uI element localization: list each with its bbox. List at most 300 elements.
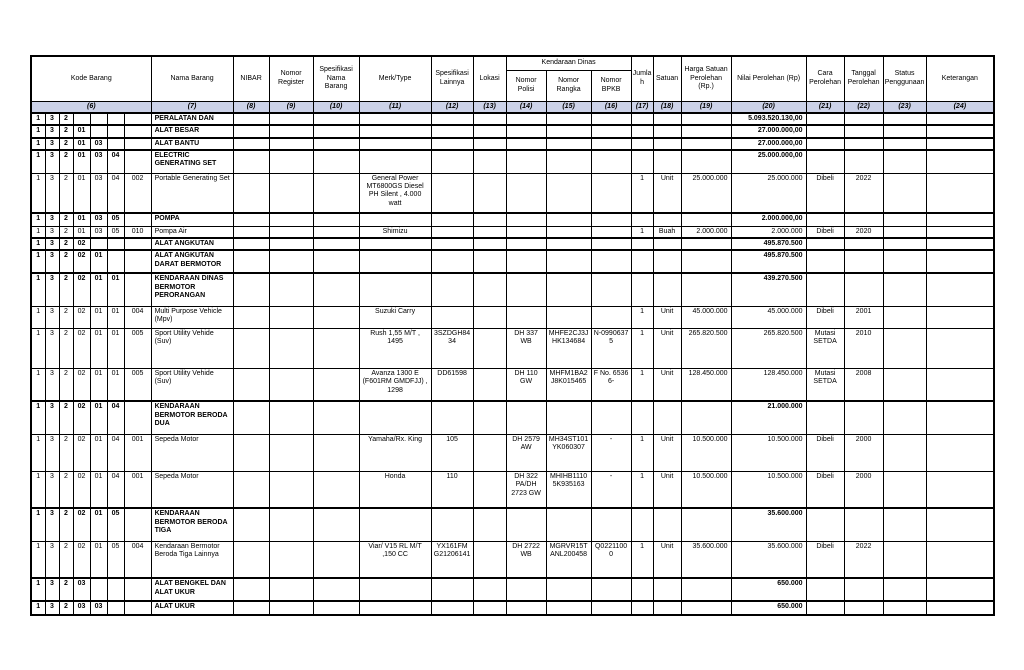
jumlah-cell: [631, 150, 653, 173]
col-header-nibar: NIBAR: [233, 56, 269, 101]
kode-barang-cell: [124, 113, 151, 125]
kode-barang-cell: 1: [31, 125, 45, 137]
satuan-cell: Unit: [653, 368, 681, 401]
status-cell: [883, 541, 926, 578]
kode-barang-cell: 3: [45, 226, 59, 238]
polisi-cell: [506, 601, 546, 615]
col-header-spesifikasi-lainnya: Spesifikasi Lainnya: [431, 56, 473, 101]
rangka-cell: MH34ST101YK060307: [546, 434, 591, 471]
table-row: [31, 401, 994, 434]
register-cell: [269, 578, 313, 601]
register-cell: [269, 541, 313, 578]
jumlah-cell: [631, 401, 653, 434]
kode-barang-cell: 02: [73, 306, 90, 328]
spes_lain-cell: [431, 306, 473, 328]
status-cell: [883, 601, 926, 615]
kode-barang-cell: 004: [124, 306, 151, 328]
nibar-cell: [233, 113, 269, 125]
lokasi-cell: [473, 401, 506, 434]
kode-barang-cell: 05: [107, 213, 124, 226]
jumlah-cell: [631, 250, 653, 273]
kode-barang-cell: [124, 601, 151, 615]
spes_lain-cell: [431, 213, 473, 226]
polisi-cell: DH 2722 WB: [506, 541, 546, 578]
kode-barang-cell: 2: [59, 401, 73, 434]
polisi-cell: [506, 508, 546, 541]
cara-cell: [806, 113, 844, 125]
col-header-cara-perolehan: Cara Perolehan: [806, 56, 844, 101]
polisi-cell: [506, 125, 546, 137]
column-number: (15): [546, 101, 591, 113]
satuan-cell: [653, 138, 681, 150]
polisi-cell: [506, 213, 546, 226]
spes_lain-cell: 3SZDGH8434: [431, 328, 473, 368]
satuan-cell: Unit: [653, 434, 681, 471]
kode-barang-cell: 1: [31, 250, 45, 273]
satuan-cell: [653, 601, 681, 615]
status-cell: [883, 173, 926, 213]
spes_nama-cell: [313, 601, 359, 615]
polisi-cell: [506, 113, 546, 125]
harga-cell: [681, 113, 731, 125]
kode-barang-cell: 3: [45, 238, 59, 250]
jumlah-cell: [631, 273, 653, 306]
status-cell: [883, 113, 926, 125]
kode-barang-cell: 02: [73, 328, 90, 368]
kode-barang-cell: 1: [31, 306, 45, 328]
kode-barang-cell: 01: [107, 273, 124, 306]
nama-cell: Sport Utility Vehide (Suv): [151, 368, 233, 401]
harga-cell: [681, 125, 731, 137]
cara-cell: [806, 250, 844, 273]
spes_nama-cell: [313, 368, 359, 401]
kode-barang-cell: 03: [90, 213, 107, 226]
cara-cell: [806, 238, 844, 250]
merk-cell: [359, 578, 431, 601]
spes_lain-cell: [431, 578, 473, 601]
column-number: (23): [883, 101, 926, 113]
kode-barang-cell: [124, 138, 151, 150]
nibar-cell: [233, 601, 269, 615]
kode-barang-cell: 3: [45, 306, 59, 328]
table-row: [31, 368, 994, 401]
harga-cell: [681, 601, 731, 615]
satuan-cell: Buah: [653, 226, 681, 238]
kode-barang-cell: 3: [45, 150, 59, 173]
jumlah-cell: 1: [631, 306, 653, 328]
status-cell: [883, 150, 926, 173]
table-row: [31, 578, 994, 601]
kode-barang-cell: 3: [45, 250, 59, 273]
column-number: (8): [233, 101, 269, 113]
spes_nama-cell: [313, 213, 359, 226]
spes_lain-cell: [431, 238, 473, 250]
merk-cell: Avanza 1300 E (F601RM GMDFJJ) , 1298: [359, 368, 431, 401]
harga-cell: 10.500.000: [681, 471, 731, 508]
kode-barang-cell: 04: [107, 471, 124, 508]
satuan-cell: [653, 578, 681, 601]
kode-barang-cell: 2: [59, 250, 73, 273]
bpkb-cell: [591, 226, 631, 238]
polisi-cell: [506, 238, 546, 250]
register-cell: [269, 601, 313, 615]
status-cell: [883, 238, 926, 250]
status-cell: [883, 226, 926, 238]
kode-barang-cell: 02: [73, 368, 90, 401]
satuan-cell: [653, 150, 681, 173]
tanggal-cell: [844, 150, 883, 173]
kode-barang-cell: 3: [45, 138, 59, 150]
tanggal-cell: [844, 250, 883, 273]
status-cell: [883, 306, 926, 328]
nilai-cell: 128.450.000: [731, 368, 806, 401]
kode-barang-cell: 3: [45, 601, 59, 615]
kode-barang-cell: 2: [59, 541, 73, 578]
harga-cell: [681, 508, 731, 541]
jumlah-cell: 1: [631, 368, 653, 401]
rangka-cell: [546, 601, 591, 615]
nibar-cell: [233, 368, 269, 401]
rangka-cell: [546, 306, 591, 328]
ket-cell: [926, 328, 994, 368]
kode-barang-cell: 2: [59, 368, 73, 401]
register-cell: [269, 213, 313, 226]
cara-cell: [806, 150, 844, 173]
spes_nama-cell: [313, 328, 359, 368]
kode-barang-cell: 3: [45, 471, 59, 508]
lokasi-cell: [473, 601, 506, 615]
kode-barang-cell: 2: [59, 273, 73, 306]
kode-barang-cell: 05: [107, 541, 124, 578]
nilai-cell: 25.000.000: [731, 173, 806, 213]
register-cell: [269, 306, 313, 328]
kode-barang-cell: 005: [124, 368, 151, 401]
tanggal-cell: [844, 113, 883, 125]
kode-barang-cell: [107, 601, 124, 615]
lokasi-cell: [473, 541, 506, 578]
merk-cell: [359, 601, 431, 615]
bpkb-cell: N-09906375: [591, 328, 631, 368]
kode-barang-cell: [90, 113, 107, 125]
spes_nama-cell: [313, 578, 359, 601]
nama-cell: KENDARAAN DINAS BERMOTOR PERORANGAN: [151, 273, 233, 306]
nilai-cell: 439.270.500: [731, 273, 806, 306]
ket-cell: [926, 471, 994, 508]
kode-barang-cell: 1: [31, 113, 45, 125]
harga-cell: 265.820.500: [681, 328, 731, 368]
register-cell: [269, 508, 313, 541]
nama-cell: Sepeda Motor: [151, 471, 233, 508]
rangka-cell: [546, 173, 591, 213]
spes_nama-cell: [313, 238, 359, 250]
bpkb-cell: F No. 65366-: [591, 368, 631, 401]
cara-cell: [806, 578, 844, 601]
table-row: [31, 213, 994, 226]
nama-cell: KENDARAAN BERMOTOR BERODA TIGA: [151, 508, 233, 541]
table-row: [31, 471, 994, 508]
rangka-cell: [546, 401, 591, 434]
kode-barang-cell: 01: [107, 328, 124, 368]
kode-barang-cell: [124, 125, 151, 137]
tanggal-cell: [844, 138, 883, 150]
tanggal-cell: 2000: [844, 434, 883, 471]
kode-barang-cell: 002: [124, 173, 151, 213]
polisi-cell: [506, 578, 546, 601]
status-cell: [883, 471, 926, 508]
tanggal-cell: 2000: [844, 471, 883, 508]
kode-barang-cell: 001: [124, 434, 151, 471]
spes_nama-cell: [313, 250, 359, 273]
tanggal-cell: [844, 578, 883, 601]
ket-cell: [926, 578, 994, 601]
jumlah-cell: [631, 213, 653, 226]
satuan-cell: Unit: [653, 306, 681, 328]
kode-barang-cell: 02: [73, 250, 90, 273]
nibar-cell: [233, 508, 269, 541]
kode-barang-cell: 03: [90, 173, 107, 213]
cara-cell: Dibeli: [806, 173, 844, 213]
spes_lain-cell: DD61598: [431, 368, 473, 401]
polisi-cell: DH 322 PA/DH 2723 GW: [506, 471, 546, 508]
kode-barang-cell: 01: [107, 368, 124, 401]
jumlah-cell: [631, 601, 653, 615]
table-row: [31, 328, 994, 368]
jumlah-cell: 1: [631, 434, 653, 471]
register-cell: [269, 250, 313, 273]
ket-cell: [926, 273, 994, 306]
kode-barang-cell: 02: [73, 471, 90, 508]
register-cell: [269, 434, 313, 471]
rangka-cell: [546, 273, 591, 306]
col-header-nilai-perolehan: Nilai Perolehan (Rp): [731, 56, 806, 101]
bpkb-cell: -: [591, 471, 631, 508]
lokasi-cell: [473, 138, 506, 150]
spes_lain-cell: [431, 125, 473, 137]
kode-barang-cell: 01: [90, 306, 107, 328]
tanggal-cell: 2020: [844, 226, 883, 238]
nilai-cell: 265.820.500: [731, 328, 806, 368]
spes_nama-cell: [313, 138, 359, 150]
spes_nama-cell: [313, 273, 359, 306]
kode-barang-cell: [107, 138, 124, 150]
column-number: (12): [431, 101, 473, 113]
register-cell: [269, 401, 313, 434]
kode-barang-cell: 01: [107, 306, 124, 328]
col-header-tanggal-perolehan: Tanggal Perolehan: [844, 56, 883, 101]
cara-cell: [806, 601, 844, 615]
cara-cell: Dibeli: [806, 434, 844, 471]
kode-barang-cell: 2: [59, 138, 73, 150]
bpkb-cell: Q02211000: [591, 541, 631, 578]
nibar-cell: [233, 328, 269, 368]
spes_lain-cell: [431, 508, 473, 541]
nibar-cell: [233, 213, 269, 226]
spes_nama-cell: [313, 306, 359, 328]
satuan-cell: [653, 508, 681, 541]
nilai-cell: 10.500.000: [731, 434, 806, 471]
merk-cell: [359, 250, 431, 273]
polisi-cell: [506, 273, 546, 306]
nilai-cell: 45.000.000: [731, 306, 806, 328]
spes_lain-cell: YX161FM G21206141: [431, 541, 473, 578]
spes_lain-cell: 105: [431, 434, 473, 471]
column-number: (11): [359, 101, 431, 113]
nama-cell: Pompa Air: [151, 226, 233, 238]
ket-cell: [926, 238, 994, 250]
merk-cell: Shimizu: [359, 226, 431, 238]
kode-barang-cell: 2: [59, 306, 73, 328]
kode-barang-cell: 03: [90, 226, 107, 238]
harga-cell: [681, 273, 731, 306]
polisi-cell: [506, 306, 546, 328]
satuan-cell: [653, 401, 681, 434]
lokasi-cell: [473, 173, 506, 213]
nama-cell: PERALATAN DAN: [151, 113, 233, 125]
table-row: [31, 150, 994, 173]
register-cell: [269, 368, 313, 401]
register-cell: [269, 471, 313, 508]
nibar-cell: [233, 434, 269, 471]
kode-barang-cell: 005: [124, 328, 151, 368]
kode-barang-cell: 1: [31, 173, 45, 213]
cara-cell: Dibeli: [806, 306, 844, 328]
ket-cell: [926, 541, 994, 578]
harga-cell: [681, 150, 731, 173]
merk-cell: [359, 138, 431, 150]
spes_lain-cell: [431, 273, 473, 306]
polisi-cell: [506, 173, 546, 213]
harga-cell: 25.000.000: [681, 173, 731, 213]
bpkb-cell: [591, 401, 631, 434]
kode-barang-cell: 2: [59, 213, 73, 226]
cara-cell: [806, 401, 844, 434]
nilai-cell: 495.870.500: [731, 250, 806, 273]
kode-barang-cell: 2: [59, 508, 73, 541]
nibar-cell: [233, 125, 269, 137]
status-cell: [883, 328, 926, 368]
merk-cell: [359, 213, 431, 226]
harga-cell: [681, 213, 731, 226]
status-cell: [883, 273, 926, 306]
ket-cell: [926, 368, 994, 401]
kode-barang-cell: 3: [45, 508, 59, 541]
kode-barang-cell: 1: [31, 401, 45, 434]
table-row: [31, 306, 994, 328]
nama-cell: Kendaraan Bermotor Beroda Tiga Lainnya: [151, 541, 233, 578]
merk-cell: [359, 238, 431, 250]
lokasi-cell: [473, 306, 506, 328]
spes_lain-cell: [431, 226, 473, 238]
tanggal-cell: [844, 508, 883, 541]
nilai-cell: 25.000.000,00: [731, 150, 806, 173]
kode-barang-cell: [124, 150, 151, 173]
tanggal-cell: 2022: [844, 173, 883, 213]
spes_nama-cell: [313, 226, 359, 238]
cara-cell: [806, 273, 844, 306]
merk-cell: [359, 508, 431, 541]
polisi-cell: [506, 226, 546, 238]
kode-barang-cell: 2: [59, 150, 73, 173]
jumlah-cell: 1: [631, 173, 653, 213]
spes_nama-cell: [313, 401, 359, 434]
kode-barang-cell: [124, 213, 151, 226]
kode-barang-cell: 02: [73, 273, 90, 306]
kode-barang-cell: 2: [59, 601, 73, 615]
ket-cell: [926, 226, 994, 238]
ket-cell: [926, 150, 994, 173]
lokasi-cell: [473, 226, 506, 238]
kode-barang-cell: [124, 508, 151, 541]
bpkb-cell: [591, 238, 631, 250]
column-number: (13): [473, 101, 506, 113]
spes_lain-cell: [431, 401, 473, 434]
kode-barang-cell: 03: [90, 150, 107, 173]
nama-cell: Sport Utility Vehide (Suv): [151, 328, 233, 368]
cara-cell: Mutasi SETDA: [806, 328, 844, 368]
kode-barang-cell: 02: [73, 238, 90, 250]
bpkb-cell: -: [591, 434, 631, 471]
cara-cell: [806, 213, 844, 226]
nibar-cell: [233, 401, 269, 434]
jumlah-cell: 1: [631, 541, 653, 578]
nibar-cell: [233, 250, 269, 273]
merk-cell: [359, 113, 431, 125]
ket-cell: [926, 401, 994, 434]
nama-cell: KENDARAAN BERMOTOR BERODA DUA: [151, 401, 233, 434]
cara-cell: Mutasi SETDA: [806, 368, 844, 401]
col-header-kendaraan-dinas: Kendaraan Dinas: [506, 56, 631, 70]
nilai-cell: 27.000.000,00: [731, 138, 806, 150]
rangka-cell: [546, 213, 591, 226]
merk-cell: Rush 1,55 M/T , 1495: [359, 328, 431, 368]
table-row: [31, 113, 994, 125]
bpkb-cell: [591, 273, 631, 306]
bpkb-cell: [591, 213, 631, 226]
nibar-cell: [233, 306, 269, 328]
column-number: (21): [806, 101, 844, 113]
kode-barang-cell: 3: [45, 125, 59, 137]
status-cell: [883, 401, 926, 434]
harga-cell: [681, 401, 731, 434]
satuan-cell: Unit: [653, 541, 681, 578]
jumlah-cell: [631, 578, 653, 601]
spes_nama-cell: [313, 434, 359, 471]
register-cell: [269, 226, 313, 238]
tanggal-cell: 2022: [844, 541, 883, 578]
table-row: [31, 541, 994, 578]
kode-barang-cell: 010: [124, 226, 151, 238]
ket-cell: [926, 125, 994, 137]
kode-barang-cell: 1: [31, 434, 45, 471]
kode-barang-cell: 2: [59, 173, 73, 213]
column-number: (22): [844, 101, 883, 113]
kode-barang-cell: 001: [124, 471, 151, 508]
tanggal-cell: 2010: [844, 328, 883, 368]
kode-barang-cell: 3: [45, 401, 59, 434]
kode-barang-cell: 01: [73, 213, 90, 226]
table-row: [31, 138, 994, 150]
tanggal-cell: 2008: [844, 368, 883, 401]
kode-barang-cell: 2: [59, 434, 73, 471]
register-cell: [269, 173, 313, 213]
kode-barang-cell: 04: [107, 401, 124, 434]
kode-barang-cell: 05: [107, 226, 124, 238]
ket-cell: [926, 306, 994, 328]
column-number: (20): [731, 101, 806, 113]
kode-barang-cell: 1: [31, 138, 45, 150]
lokasi-cell: [473, 471, 506, 508]
kode-barang-cell: 02: [73, 541, 90, 578]
